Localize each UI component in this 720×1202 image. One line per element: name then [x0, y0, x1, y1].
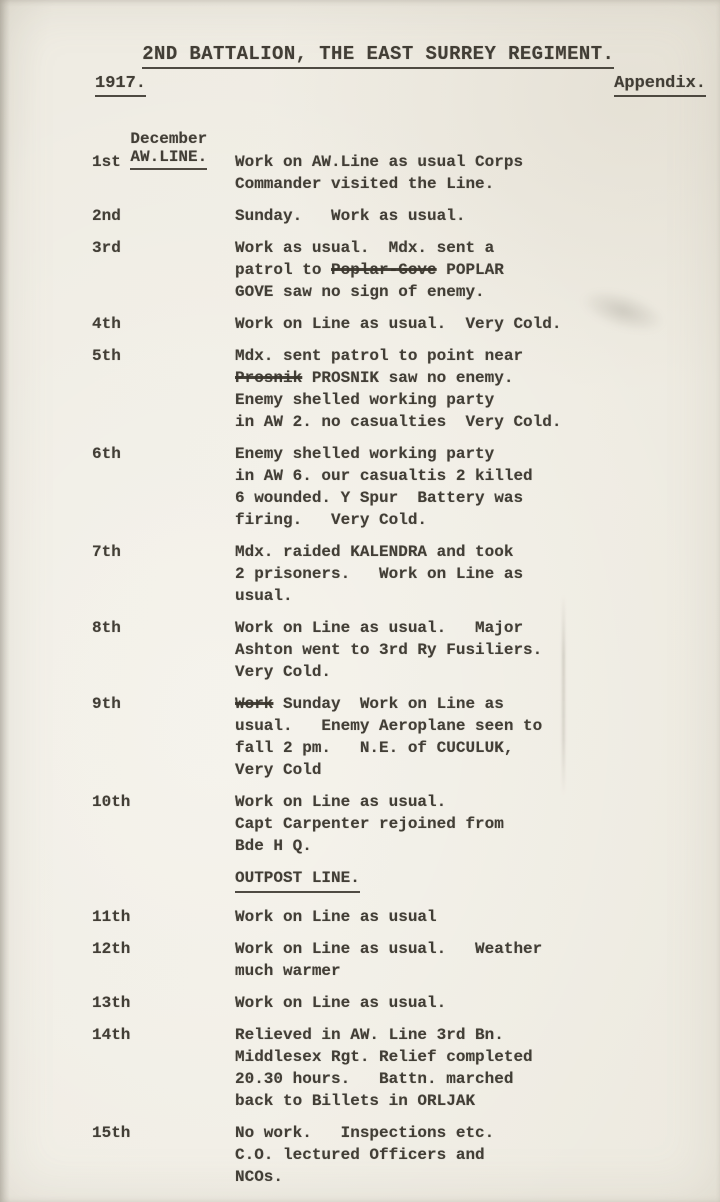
entry-body	[235, 791, 690, 857]
entry-body	[235, 443, 690, 531]
entry-text-line: Enemy shelled working party	[235, 391, 495, 409]
diary-entry	[92, 906, 690, 928]
diary-entry	[92, 1024, 690, 1112]
entry-date: 1st	[92, 153, 121, 171]
entry-date: 13th	[92, 994, 131, 1012]
entry-text-line: 20.30 hours. Battn. marched	[235, 1070, 514, 1088]
entry-text-line: Prosnik PROSNIK saw no enemy.	[235, 369, 514, 387]
entry-text-line: Sunday. Work as usual.	[235, 207, 466, 225]
diary-entry	[92, 617, 690, 683]
entry-text-line: Capt Carpenter rejoined from	[235, 815, 504, 833]
entry-date: 11th	[92, 908, 131, 926]
entry-date: 15th	[92, 1124, 131, 1142]
entry-date: 4th	[92, 315, 121, 333]
entry-text-line: C.O. lectured Officers and	[235, 1146, 485, 1164]
entry-text-line: Commander visited the Line.	[235, 175, 495, 193]
entry-text-line: Work on Line as usual. Weather	[235, 940, 543, 958]
entry-text-line: Very Cold.	[235, 663, 332, 681]
year-label: 1917.	[95, 74, 146, 97]
section-heading-row	[235, 867, 690, 893]
entry-text-line: NCOs.	[235, 1168, 284, 1186]
entry-text-line: in AW 2. no casualties Very Cold.	[235, 413, 562, 431]
diary-entry	[92, 313, 690, 335]
entry-body	[235, 693, 690, 781]
entry-body	[235, 938, 690, 982]
entry-body	[235, 237, 690, 303]
diary-entry	[92, 938, 690, 982]
entry-text-line: in AW 6. our casualtis 2 killed	[235, 467, 533, 485]
entry-text-line: 6 wounded. Y Spur Battery was	[235, 489, 524, 507]
entries	[92, 151, 690, 1198]
entry-body	[235, 313, 690, 335]
entry-text-line: Middlesex Rgt. Relief completed	[235, 1048, 533, 1066]
strikethrough-text: Poplar-Gove	[331, 261, 437, 279]
entry-text-line: Work on Line as usual	[235, 908, 437, 926]
entry-body	[235, 205, 690, 227]
entry-text-line: fall 2 pm. N.E. of CUCULUK,	[235, 739, 514, 757]
section-heading: OUTPOST LINE.	[235, 867, 360, 893]
entry-date: 12th	[92, 940, 131, 958]
entry-text-line: back to Billets in ORLJAK	[235, 1092, 476, 1110]
entry-text-line: much warmer	[235, 962, 341, 980]
entry-text-line: patrol to Poplar-Gove POPLAR	[235, 261, 504, 279]
entry-date: 14th	[92, 1026, 131, 1044]
entry-body	[235, 541, 690, 607]
entry-date: 3rd	[92, 239, 121, 257]
entry-date: 8th	[92, 619, 121, 637]
entry-date: 6th	[92, 445, 121, 463]
entry-body	[235, 617, 690, 683]
diary-entry	[92, 541, 690, 607]
entry-text-line: Enemy shelled working party	[235, 445, 495, 463]
entry-text-line: Work on Line as usual. Major	[235, 619, 524, 637]
diary-entry	[92, 992, 690, 1014]
entry-text-line: Work on Line as usual.	[235, 994, 447, 1012]
month-label: December	[130, 130, 208, 148]
entry-body	[235, 1024, 690, 1112]
entry-body	[235, 992, 690, 1014]
entry-text-line: Work on Line as usual.	[235, 793, 447, 811]
diary-entry	[92, 151, 690, 195]
appendix-label: Appendix.	[614, 74, 706, 97]
diary-entry	[92, 693, 690, 781]
entry-date: 2nd	[92, 207, 121, 225]
entry-body	[235, 151, 690, 195]
entry-body	[235, 1122, 690, 1188]
entry-text-line: usual. Enemy Aeroplane seen to	[235, 717, 543, 735]
section-heading: AW.LINE.	[130, 148, 207, 170]
entry-text-line: firing. Very Cold.	[235, 511, 428, 529]
entry-text-line: Mdx. sent patrol to point near	[235, 347, 524, 365]
entry-text-line: 2 prisoners. Work on Line as	[235, 565, 524, 583]
year-row	[95, 74, 706, 97]
diary-entry	[92, 443, 690, 531]
diary-entry	[92, 345, 690, 433]
entry-date: 10th	[92, 793, 131, 811]
entry-date: 7th	[92, 543, 121, 561]
entry-text-line: Mdx. raided KALENDRA and took	[235, 543, 514, 561]
entry-text-line: usual.	[235, 587, 293, 605]
entry-text-line: Very Cold	[235, 761, 322, 779]
entry-date: 9th	[92, 695, 121, 713]
entry-text-line: Work on AW.Line as usual Corps	[235, 153, 524, 171]
entry-text-line: Ashton went to 3rd Ry Fusiliers.	[235, 641, 543, 659]
entry-body	[235, 906, 690, 928]
diary-entry	[92, 791, 690, 857]
diary-entry	[92, 1122, 690, 1188]
entry-text-line: Bde H Q.	[235, 837, 312, 855]
paper-edge-shading	[0, 0, 10, 1202]
entry-text-line: GOVE saw no sign of enemy.	[235, 283, 485, 301]
entry-body	[235, 345, 690, 433]
entry-date: 5th	[92, 347, 121, 365]
strikethrough-text: Work	[235, 695, 274, 713]
document-title-text: 2ND BATTALION, THE EAST SURREY REGIMENT.	[142, 43, 614, 69]
diary-entry	[92, 237, 690, 303]
strikethrough-text: Prosnik	[235, 369, 303, 387]
entry-text-line: Work as usual. Mdx. sent a	[235, 239, 495, 257]
entry-text-line: No work. Inspections etc.	[235, 1124, 495, 1142]
diary-entry	[92, 205, 690, 227]
entry-text-line: Work Sunday Work on Line as	[235, 695, 504, 713]
entry-text-line: Work on Line as usual. Very Cold.	[235, 315, 562, 333]
entry-text-line: Relieved in AW. Line 3rd Bn.	[235, 1026, 504, 1044]
